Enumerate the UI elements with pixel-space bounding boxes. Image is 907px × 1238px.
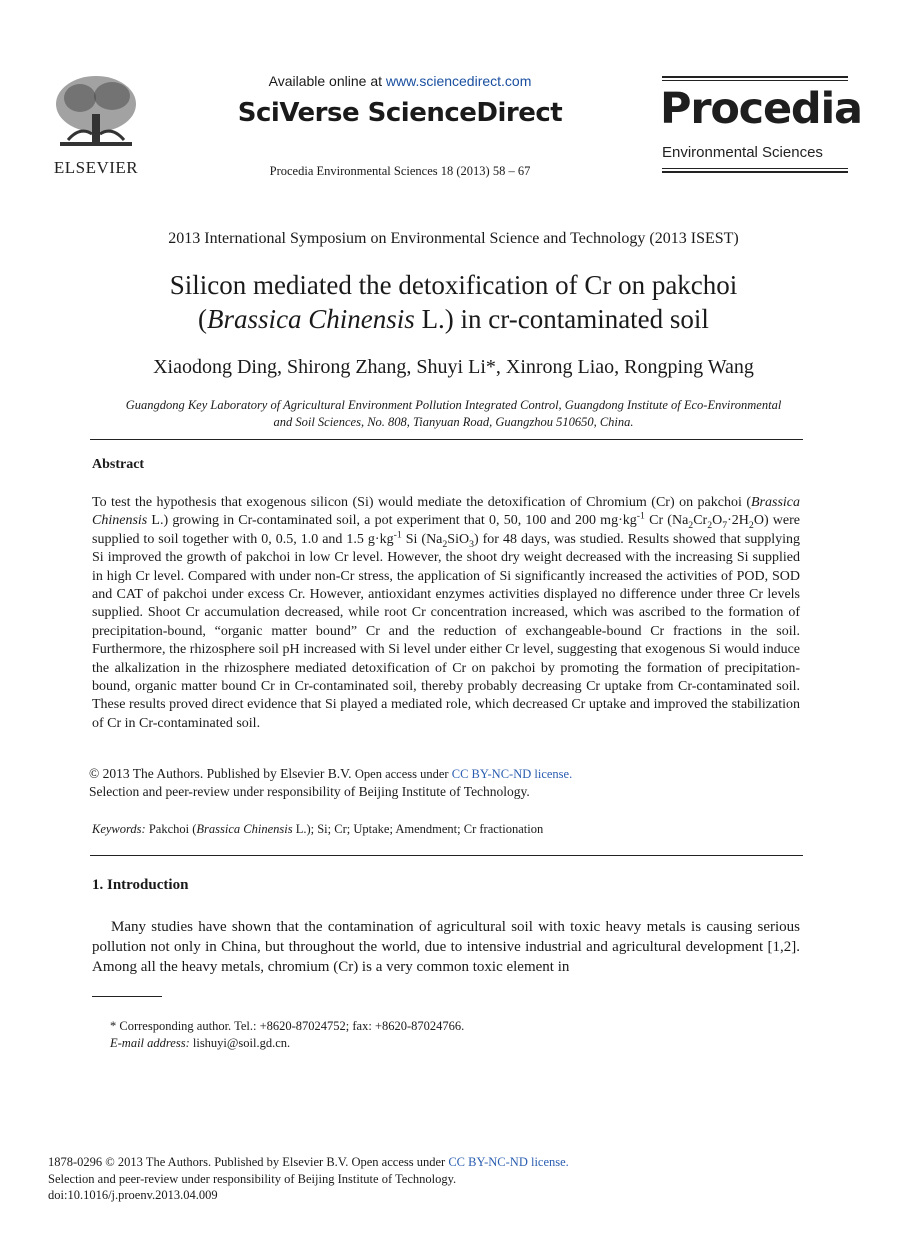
title-paren: ( [198,304,208,334]
abstract-seg: ·2H [727,513,749,529]
abstract-seg: O) were supplied to soil together with 0, 0.5, 1.0 and 1.5 g·kg [92,513,800,547]
procedia-logo: Procedia [660,84,862,134]
abstract-seg: Si (Na [401,531,443,547]
abstract-sub: 3 [469,538,474,550]
journal-citation: Procedia Environmental Sciences 18 (2013) 58 – 67 [269,164,531,178]
section-heading: 1. Introduction [92,877,189,893]
open-access-label: Open access under [354,767,452,781]
keywords-label: Keywords: [92,822,146,836]
sciencedirect-link[interactable]: www.sciencedirect.com [385,73,532,89]
abstract-seg: L.) growing in Cr-contaminated soil, a pot experiment that 0, 50, 100 and 200 mg·kg [147,513,637,529]
abstract-seg: O [712,513,723,529]
keywords [92,822,800,837]
sciverse-logo: SciVerse ScienceDirect [237,98,563,128]
abstract-sub: 2 [707,520,713,532]
doi[interactable]: doi:10.1016/j.proenv.2013.04.009 [48,1188,218,1203]
title-line-1: Silicon mediated the detoxification of Cr on pakchoi [169,270,738,300]
author-list: Xiaodong Ding, Shirong Zhang, Shuyi Li*, Xinrong Liao, Rongping Wang [153,356,754,378]
keywords-species: Brassica Chinensis [196,822,293,836]
abstract-seg: ) for 48 days, was studied. Results showed that supplying Si improved the growth of pakchoi in low Cr level. However, the shoot dry weight decreased with the increasing Si supplied in high Cr level. Compared with under non-Cr stress, the application of Si significantly increased the activities of POD, SOD and CAT of pakchoi under excess Cr. However, antioxidant enzymes activities displayed no difference under three Cr levels supplied. Shoot Cr accumulation decreased, while root Cr concentration increased, which was ascribed to the formation of precipitation-bound, “organic matter bound” Cr and the reduction of exchangeable-bound Cr fractions in the soil. Furthermore, the rhizosphere soil pH increased with Si level under either Cr level, suggesting that exogenous Si would induce the alkalization in the rhizosphere mediated detoxification of Cr on pakchoi by promoting the formation of precipitation-bound, organic matter bound Cr in Cr-contaminated soil, thereby probably decreasing Cr uptake from Cr-contaminated soil. These results proved direct evidence that Si played a mediated role, which decreased Cr uptake and improved the stabilization of Cr in Cr-contaminated soil. [92,531,800,731]
abstract-seg: Cr (Na [644,513,689,529]
email-note [110,1036,290,1051]
abstract-sup: -1 [636,510,645,522]
footnote-rule [92,996,162,997]
affiliation [90,397,817,431]
copyright-line-2: Selection and peer-review under responsibility of Beijing Institute of Technology. [89,784,530,799]
abstract-species: Brassica Chinensis [92,495,800,529]
copyright-text: © 2013 The Authors. Published by Elsevier B.V. [89,766,355,781]
procedia-subtitle: Environmental Sciences [662,144,823,161]
copyright-line-1 [89,765,809,783]
abstract-seg: To test the hypothesis that exogenous silicon (Si) would mediate the detoxification of Chromium (Cr) on pakchoi ( [92,495,751,510]
page-footer [48,1154,748,1204]
affiliation-line-1: Guangdong Key Laboratory of Agricultural Environment Pollution Integrated Control, Guangdong Institute of Eco-Environmental [125,398,782,412]
procedia-rule [662,168,848,169]
abstract-sup: -1 [393,529,402,541]
symposium-name: 2013 International Symposium on Environmental Science and Technology (2013 ISEST) [168,230,739,247]
abstract-sub: 2 [688,520,694,532]
footer-line-1 [48,1154,748,1171]
article-title [60,268,847,336]
license-link[interactable]: CC BY-NC-ND license. [451,767,573,781]
title-line-2 [60,302,847,336]
elsevier-wordmark: ELSEVIER [53,158,139,177]
introduction-text: Many studies have shown that the contamination of agricultural soil with toxic heavy metals is causing serious pollution not only in China, but throughout the world, due to intensive industrial and agricultural development [1,2]. Among all the heavy metals, chromium (Cr) is a very common toxic element in [92,919,800,975]
email-address[interactable]: lishuyi@soil.gd.cn. [189,1036,291,1050]
abstract-sub: 2 [748,520,754,532]
abstract-sub: 2 [442,538,448,550]
abstract-sub: 7 [722,520,728,532]
available-online-label: Available online at [268,73,386,89]
corresponding-author-note: * Corresponding author. Tel.: +8620-87024752; fax: +8620-87024766. [110,1019,465,1033]
abstract-text [92,494,800,733]
elsevier-tree-logo [50,74,142,156]
copyright-notice [89,765,809,801]
abstract-seg: SiO [447,531,470,547]
affiliation-line-2: and Soil Sciences, No. 808, Tianyuan Road, Guangzhou 510650, China. [273,415,634,429]
divider [90,855,803,856]
title-species: Brassica Chinensis [207,304,415,334]
footer-open-access: Open access under [351,1155,449,1169]
available-online [200,73,600,89]
keywords-seg: L.); Si; Cr; Uptake; Amendment; Cr fractionation [292,822,544,836]
procedia-rule [662,76,848,78]
abstract-heading: Abstract [92,457,145,472]
footer-line-2: Selection and peer-review under responsibility of Beijing Institute of Technology. [48,1171,457,1186]
footer-license-link[interactable]: CC BY-NC-ND license. [448,1155,569,1169]
procedia-rule [662,171,848,173]
abstract-seg: Cr [693,513,708,529]
email-label: E-mail address: [110,1036,190,1050]
procedia-rule [662,80,848,81]
keywords-seg: Pakchoi ( [145,822,197,836]
footer-text: 1878-0296 © 2013 The Authors. Published by Elsevier B.V. [48,1155,352,1169]
divider [90,439,803,440]
title-rest: L.) in cr-contaminated soil [414,304,709,334]
